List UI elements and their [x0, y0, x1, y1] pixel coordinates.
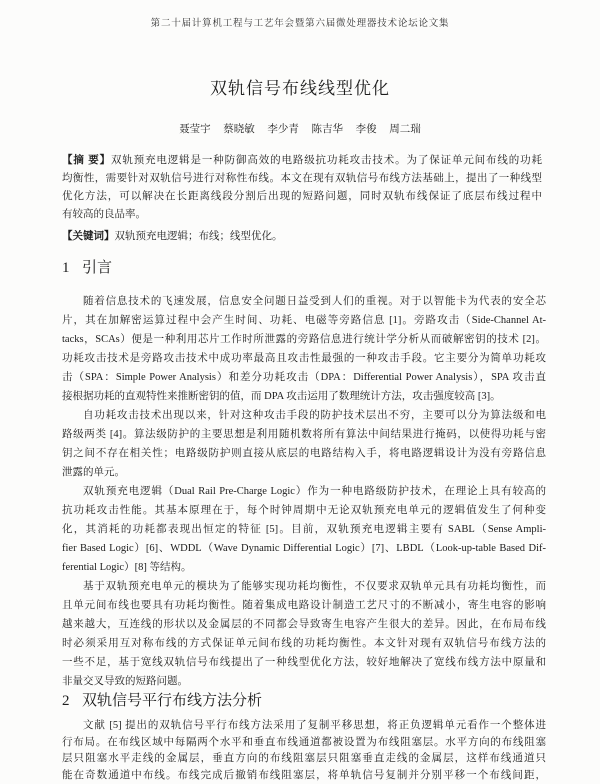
- keywords-text: 双轨预充电逻辑；布线；线型优化。: [114, 231, 283, 242]
- section-number: 2: [62, 693, 70, 709]
- paragraph-line: 文献 [5] 提出的双轨信号平行布线方法采用了复制平移思想，将正负逻辑单元看作一个整体进: [83, 720, 546, 731]
- section-title: 双轨信号平行布线方法分析: [82, 693, 263, 709]
- paragraph-line: 钥之间不存在相关性；电路级防护则直接从底层的电路结构入手，将电路逻辑设计为没有旁路信息: [62, 448, 546, 459]
- paragraph-line: 片，其在加解密运算过程中会产生时间、功耗、电磁等旁路信息 [1]。旁路攻击（Side-Channel At-: [62, 315, 546, 326]
- paragraph-line: 行布局。在布线区域中每隔两个水平和垂直布线通道都被设置为布线阻塞层。水平方向的布线阻塞: [62, 736, 546, 748]
- paragraph-line: 击（SPA：Simple Power Analysis）和差分功耗攻击（DPA：Differential Power Analysis），SPA 攻击直: [62, 372, 546, 383]
- paragraph-line: fier Based Logic）[6]、WDDL（Wave Dynamic Differential Logic）[7]、LBDL（Look-up-table Based Dif-: [62, 543, 546, 554]
- abstract-line: 有较高的良品率。: [62, 209, 146, 220]
- keywords-label: 【关键词】: [62, 231, 115, 242]
- paragraph-line: 泄露的单元。: [62, 467, 125, 478]
- paragraph-line: 自功耗攻击技术出现以来，针对这种攻击手段的防护技术层出不穷，主要可以分为算法级和电: [83, 410, 546, 421]
- abstract: [62, 152, 542, 224]
- paragraph-line: 路级两类 [4]。算法级防护的主要思想是利用随机数将所有算法中间结果进行掩码，以使得功耗与密: [62, 429, 546, 440]
- abstract-text: 双轨预充电逻辑是一种防御高效的电路级抗功耗攻击技术。为了保证单元间布线的功耗: [110, 155, 543, 166]
- paragraph-line: 基于双轨预充电单元的模块为了能够实现功耗均衡性，不仅要求双轨单元具有功耗均衡性，而: [83, 581, 546, 592]
- paragraph-line: 双轨预充电逻辑（Dual Rail Pre-Charge Logic）作为一种电路级防护技术，在理论上具有较高的: [83, 486, 546, 497]
- paragraph-line: tacks，SCAs）便是一种利用芯片工作时所泄露的旁路信息进行统计学分析从而破解密钥的技术 [2]。: [62, 334, 546, 345]
- author-list: 聂莹宇 蔡晓敏 李少青 陈吉华 李俊 周二瑞: [179, 124, 421, 135]
- paragraph: [62, 406, 546, 482]
- paragraph-line: 抗功耗攻击性能。其基本原理在于，每个时钟周期中无论双轨预充电单元的逻辑值发生了何种变: [62, 505, 546, 516]
- abstract-line: 均衡性，需要针对双轨信号进行对称性布线。本文在现有双轨信号布线方法基础上，提出了一种线型: [62, 173, 542, 184]
- paragraph: [62, 292, 546, 406]
- section-number: 1: [62, 260, 70, 276]
- section-title: 引言: [82, 260, 113, 276]
- paragraph-line: 越来越大，互连线的形状以及金属层的不同都会导致寄生电容产生很大的差异。因此，在布局布线: [62, 619, 546, 630]
- section-body: [62, 292, 546, 691]
- paper-title: 双轨信号布线线型优化: [210, 79, 390, 98]
- running-header: 第二十届计算机工程与工艺年会暨第六届微处理器技术论坛论文集: [150, 19, 450, 29]
- abstract-line: [62, 152, 542, 170]
- paragraph-line: 非量交叉导致的短路问题。: [62, 676, 188, 687]
- paragraph-line: 接根据功耗的直观特性来推断密钥的值，而 DPA 攻击运用了数理统计方法，攻击强度较高 [3]。: [62, 391, 501, 402]
- paragraph: [62, 577, 546, 691]
- paragraph-line: ferential Logic）[8] 等结构。: [62, 562, 192, 573]
- paragraph-line: 时必须采用互对称布线的方式保证单元间布线的功耗均衡性。本文针对现有双轨信号布线方法的: [62, 638, 546, 649]
- keywords: [62, 228, 542, 246]
- paragraph-line: 化，其消耗的功耗都表现出恒定的特征 [5]。目前，双轨预充电逻辑主要有 SABL（Sense Ampli-: [62, 524, 546, 535]
- section-heading: [62, 259, 112, 277]
- section-heading: [62, 692, 262, 710]
- abstract-label: 【摘 要】: [62, 155, 111, 166]
- paragraph-line: 且单元间布线也要具有功耗均衡性。随着集成电路设计制造工艺尺寸的不断减小，寄生电容的影响: [62, 600, 546, 611]
- abstract-line: 优化方法，可以解决在长距离线段分割后出现的短路问题，同时双轨布线保证了底层布线过程中: [62, 191, 542, 202]
- paragraph-line: 层只阻塞水平走线的金属层，垂直方向的布线阻塞层只阻塞垂直走线的金属层，这样布线通道只: [62, 753, 546, 764]
- paragraph-line: 功耗攻击技术是旁路攻击技术中成功率最高且攻击性最强的一种攻击手段。它主要分为简单功耗攻: [62, 353, 546, 364]
- paragraph-line: 一些不足，基于宽线双轨信号布线提出了一种线型优化方法，较好地解决了宽线布线方法中原量和: [62, 657, 546, 668]
- paragraph-line: 随着信息技术的飞速发展，信息安全问题日益受到人们的重视。对于以智能卡为代表的安全芯: [83, 296, 546, 307]
- paragraph: [62, 718, 546, 784]
- section-body: [62, 718, 546, 784]
- paragraph: [62, 482, 546, 577]
- paragraph-line: 能在奇数通道中布线。布线完成后撤销布线阻塞层，将单轨信号复制并分别平移一个布线间距，: [62, 769, 546, 781]
